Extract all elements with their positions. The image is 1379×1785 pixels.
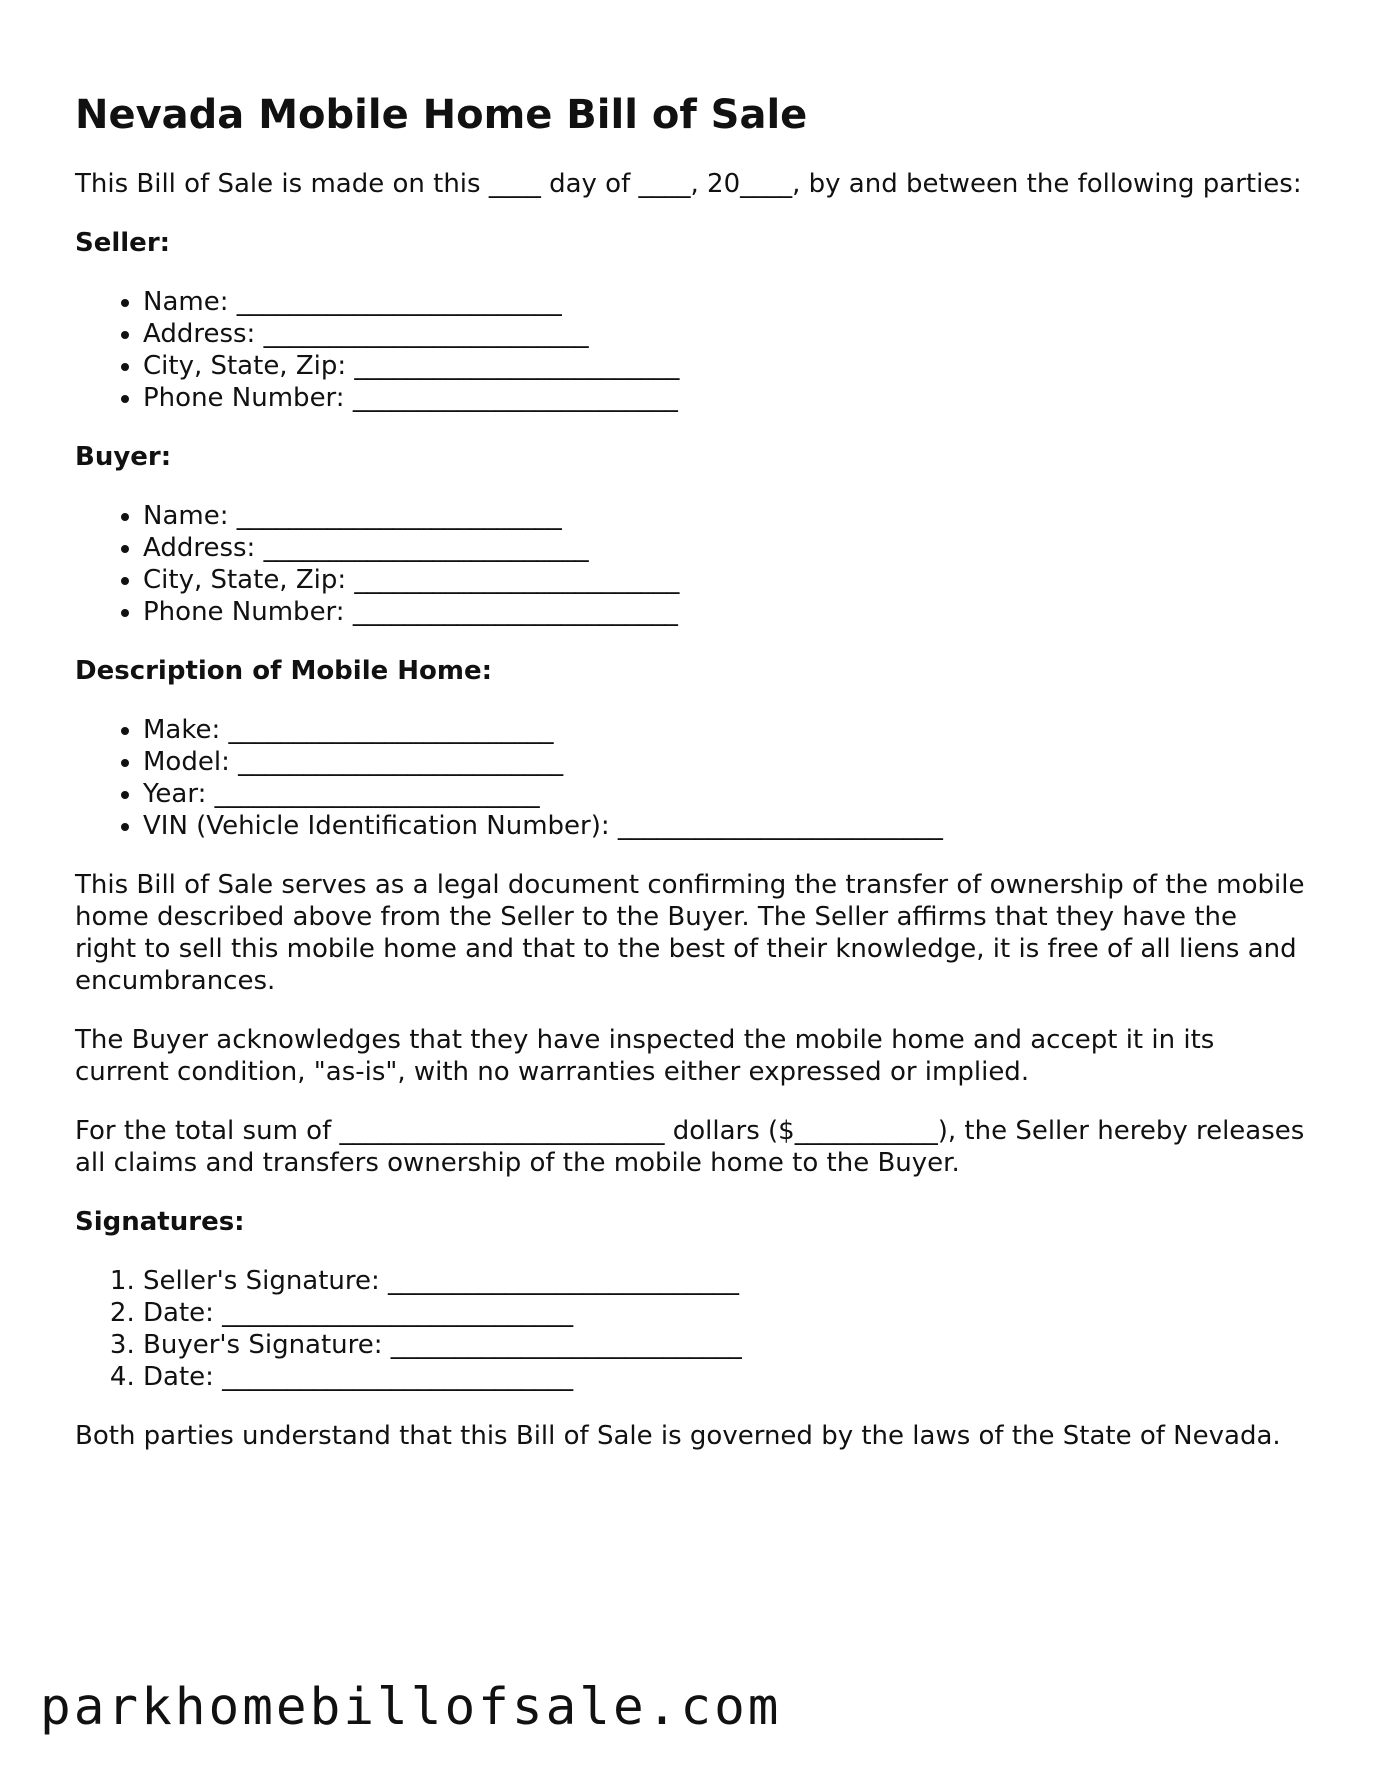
- signatures-list: [75, 1265, 1305, 1393]
- seller-address-field: • Address: _________________________: [143, 318, 1305, 350]
- description-fields-list: [75, 714, 1305, 842]
- buyer-heading: Buyer:: [75, 442, 172, 472]
- buyer-city-state-zip-field: • City, State, Zip: _________________________: [143, 564, 1305, 596]
- document-page: [75, 90, 1305, 1479]
- seller-fields-list: [75, 286, 1305, 414]
- legal-paragraph: This Bill of Sale serves as a legal document confirming the transfer of ownership of the mobile home described above from the Seller to the Buyer. The Seller affirms that they have the right to sell this mobile home and that to the best of their knowledge, it is free of all liens and encumbrances.: [75, 870, 1305, 996]
- seller-signature-line: 1. Seller's Signature: ___________________________: [143, 1265, 1305, 1297]
- model-field: • Model: _________________________: [143, 746, 1305, 778]
- seller-phone-field: • Phone Number: _________________________: [143, 382, 1305, 414]
- signatures-heading: Signatures:: [75, 1207, 245, 1237]
- make-field: • Make: _________________________: [143, 714, 1305, 746]
- seller-city-state-zip-field: • City, State, Zip: _________________________: [143, 350, 1305, 382]
- vin-field: • VIN (Vehicle Identification Number): _________________________: [143, 810, 1305, 842]
- description-heading: Description of Mobile Home:: [75, 656, 493, 686]
- seller-name-field: • Name: _________________________: [143, 286, 1305, 318]
- acknowledgement-paragraph: The Buyer acknowledges that they have inspected the mobile home and accept it in its current condition, "as-is", with no warranties either expressed or implied.: [75, 1025, 1215, 1087]
- buyer-phone-field: • Phone Number: _________________________: [143, 596, 1305, 628]
- buyer-address-field: • Address: _________________________: [143, 532, 1305, 564]
- buyer-fields-list: [75, 500, 1305, 628]
- year-field: • Year: _________________________: [143, 778, 1305, 810]
- site-watermark: parkhomebillofsale.com: [40, 1678, 782, 1737]
- seller-date-line: 2. Date: ___________________________: [143, 1297, 1305, 1329]
- buyer-signature-line: 3. Buyer's Signature: ___________________________: [143, 1329, 1305, 1361]
- seller-heading: Seller:: [75, 228, 171, 258]
- intro-paragraph: This Bill of Sale is made on this ____ day of ____, 20____, by and between the following parties:: [75, 169, 1302, 199]
- payment-paragraph: For the total sum of _________________________ dollars ($___________), the Seller hereby releases all claims and transfers ownership of the mobile home to the Buyer.: [75, 1116, 1305, 1178]
- document-title: Nevada Mobile Home Bill of Sale: [75, 92, 808, 138]
- buyer-date-line: 4. Date: ___________________________: [143, 1361, 1305, 1393]
- closing-paragraph: Both parties understand that this Bill of Sale is governed by the laws of the State of Nevada.: [75, 1421, 1281, 1451]
- buyer-name-field: • Name: _________________________: [143, 500, 1305, 532]
